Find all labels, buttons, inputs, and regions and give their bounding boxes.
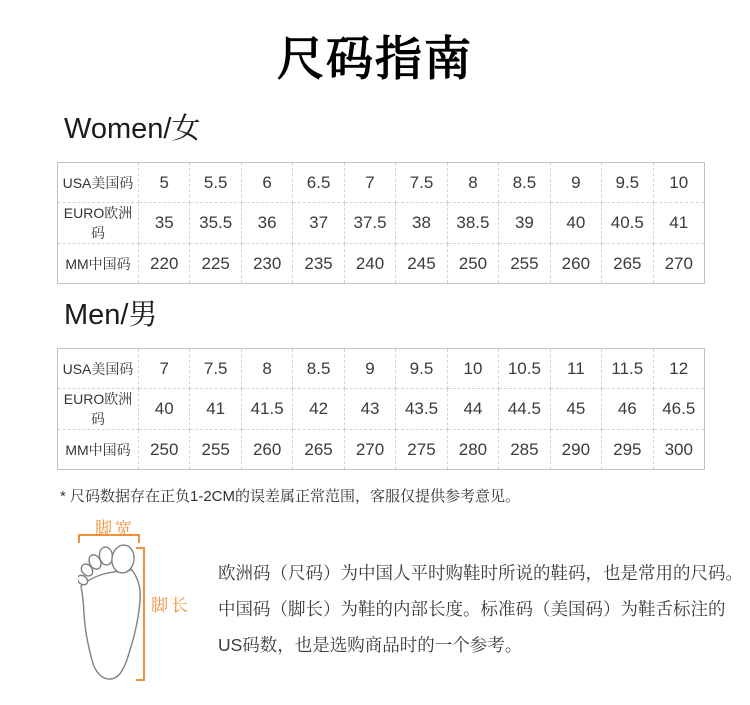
- size-value-cell: 280: [447, 430, 498, 470]
- description-line: 欧洲码（尺码）为中国人平时购鞋时所说的鞋码，也是常用的尺码。: [218, 563, 743, 583]
- size-value-cell: 35: [139, 203, 190, 244]
- size-value-cell: 9.5: [602, 163, 653, 203]
- size-value-cell: 260: [550, 244, 601, 284]
- size-description: [218, 555, 750, 663]
- size-value-cell: 44.5: [499, 389, 550, 430]
- size-value-cell: 37.5: [344, 203, 395, 244]
- size-value-cell: 9: [344, 349, 395, 389]
- size-value-cell: 10: [653, 163, 704, 203]
- women-section-heading: Women/女: [64, 113, 201, 145]
- size-value-cell: 37: [293, 203, 344, 244]
- size-value-cell: 270: [344, 430, 395, 470]
- size-value-cell: 275: [396, 430, 447, 470]
- size-value-cell: 35.5: [190, 203, 241, 244]
- size-value-cell: 40.5: [602, 203, 653, 244]
- size-value-cell: 295: [602, 430, 653, 470]
- size-value-cell: 240: [344, 244, 395, 284]
- tolerance-note: * 尺码数据存在正负1-2CM的误差属正常范围，客服仅提供参考意见。: [60, 488, 521, 505]
- size-value-cell: 5.5: [190, 163, 241, 203]
- size-value-cell: 220: [139, 244, 190, 284]
- size-value-cell: 41.5: [241, 389, 292, 430]
- size-value-cell: 260: [241, 430, 292, 470]
- size-system-label: MM中国码: [58, 430, 139, 470]
- size-table-row: [58, 244, 705, 284]
- size-value-cell: 38.5: [447, 203, 498, 244]
- size-value-cell: 12: [653, 349, 704, 389]
- size-value-cell: 290: [550, 430, 601, 470]
- size-value-cell: 10: [447, 349, 498, 389]
- size-value-cell: 8.5: [499, 163, 550, 203]
- size-table-row: [58, 389, 705, 430]
- women-size-table: [57, 162, 705, 284]
- size-value-cell: 270: [653, 244, 704, 284]
- men-section-heading: Men/男: [64, 299, 158, 331]
- size-value-cell: 7: [344, 163, 395, 203]
- size-value-cell: 9: [550, 163, 601, 203]
- size-table-row: [58, 430, 705, 470]
- size-value-cell: 45: [550, 389, 601, 430]
- size-value-cell: 42: [293, 389, 344, 430]
- size-value-cell: 43.5: [396, 389, 447, 430]
- size-value-cell: 255: [499, 244, 550, 284]
- size-value-cell: 255: [190, 430, 241, 470]
- size-table-row: [58, 163, 705, 203]
- size-value-cell: 7.5: [396, 163, 447, 203]
- size-value-cell: 46.5: [653, 389, 704, 430]
- size-value-cell: 285: [499, 430, 550, 470]
- size-value-cell: 5: [139, 163, 190, 203]
- foot-width-label: 脚宽: [95, 519, 135, 538]
- size-value-cell: 46: [602, 389, 653, 430]
- size-system-label: USA美国码: [58, 349, 139, 389]
- size-value-cell: 38: [396, 203, 447, 244]
- size-value-cell: 265: [602, 244, 653, 284]
- size-value-cell: 8: [241, 349, 292, 389]
- size-value-cell: 245: [396, 244, 447, 284]
- size-value-cell: 40: [139, 389, 190, 430]
- size-value-cell: 11: [550, 349, 601, 389]
- foot-measurement-figure: [0, 511, 750, 705]
- men-size-table-body: [58, 349, 705, 470]
- size-system-label: USA美国码: [58, 163, 139, 203]
- size-value-cell: 230: [241, 244, 292, 284]
- men-size-table: [57, 348, 705, 470]
- size-value-cell: 9.5: [396, 349, 447, 389]
- size-value-cell: 7: [139, 349, 190, 389]
- size-value-cell: 40: [550, 203, 601, 244]
- size-value-cell: 7.5: [190, 349, 241, 389]
- size-value-cell: 11.5: [602, 349, 653, 389]
- size-value-cell: 43: [344, 389, 395, 430]
- women-size-table-body: [58, 163, 705, 284]
- foot-outline-icon: [78, 542, 144, 684]
- size-value-cell: 36: [241, 203, 292, 244]
- size-system-label: EURO欧洲码: [58, 389, 139, 430]
- size-value-cell: 225: [190, 244, 241, 284]
- size-value-cell: 250: [139, 430, 190, 470]
- size-value-cell: 250: [447, 244, 498, 284]
- size-value-cell: 41: [653, 203, 704, 244]
- size-value-cell: 39: [499, 203, 550, 244]
- size-value-cell: 235: [293, 244, 344, 284]
- size-system-label: MM中国码: [58, 244, 139, 284]
- foot-length-label: 脚长: [151, 596, 191, 615]
- size-system-label: EURO欧洲码: [58, 203, 139, 244]
- size-value-cell: 8: [447, 163, 498, 203]
- description-line: US码数，也是选购商品时的一个参考。: [218, 635, 523, 655]
- size-table-row: [58, 349, 705, 389]
- description-line: 中国码（脚长）为鞋的内部长度。标准码（美国码）为鞋舌标注的: [218, 599, 726, 619]
- page-title: 尺码指南: [277, 32, 473, 85]
- size-value-cell: 6.5: [293, 163, 344, 203]
- size-value-cell: 44: [447, 389, 498, 430]
- size-value-cell: 10.5: [499, 349, 550, 389]
- foot-length-measure-line: [136, 547, 145, 681]
- size-value-cell: 41: [190, 389, 241, 430]
- size-value-cell: 8.5: [293, 349, 344, 389]
- size-table-row: [58, 203, 705, 244]
- size-value-cell: 300: [653, 430, 704, 470]
- size-value-cell: 6: [241, 163, 292, 203]
- size-value-cell: 265: [293, 430, 344, 470]
